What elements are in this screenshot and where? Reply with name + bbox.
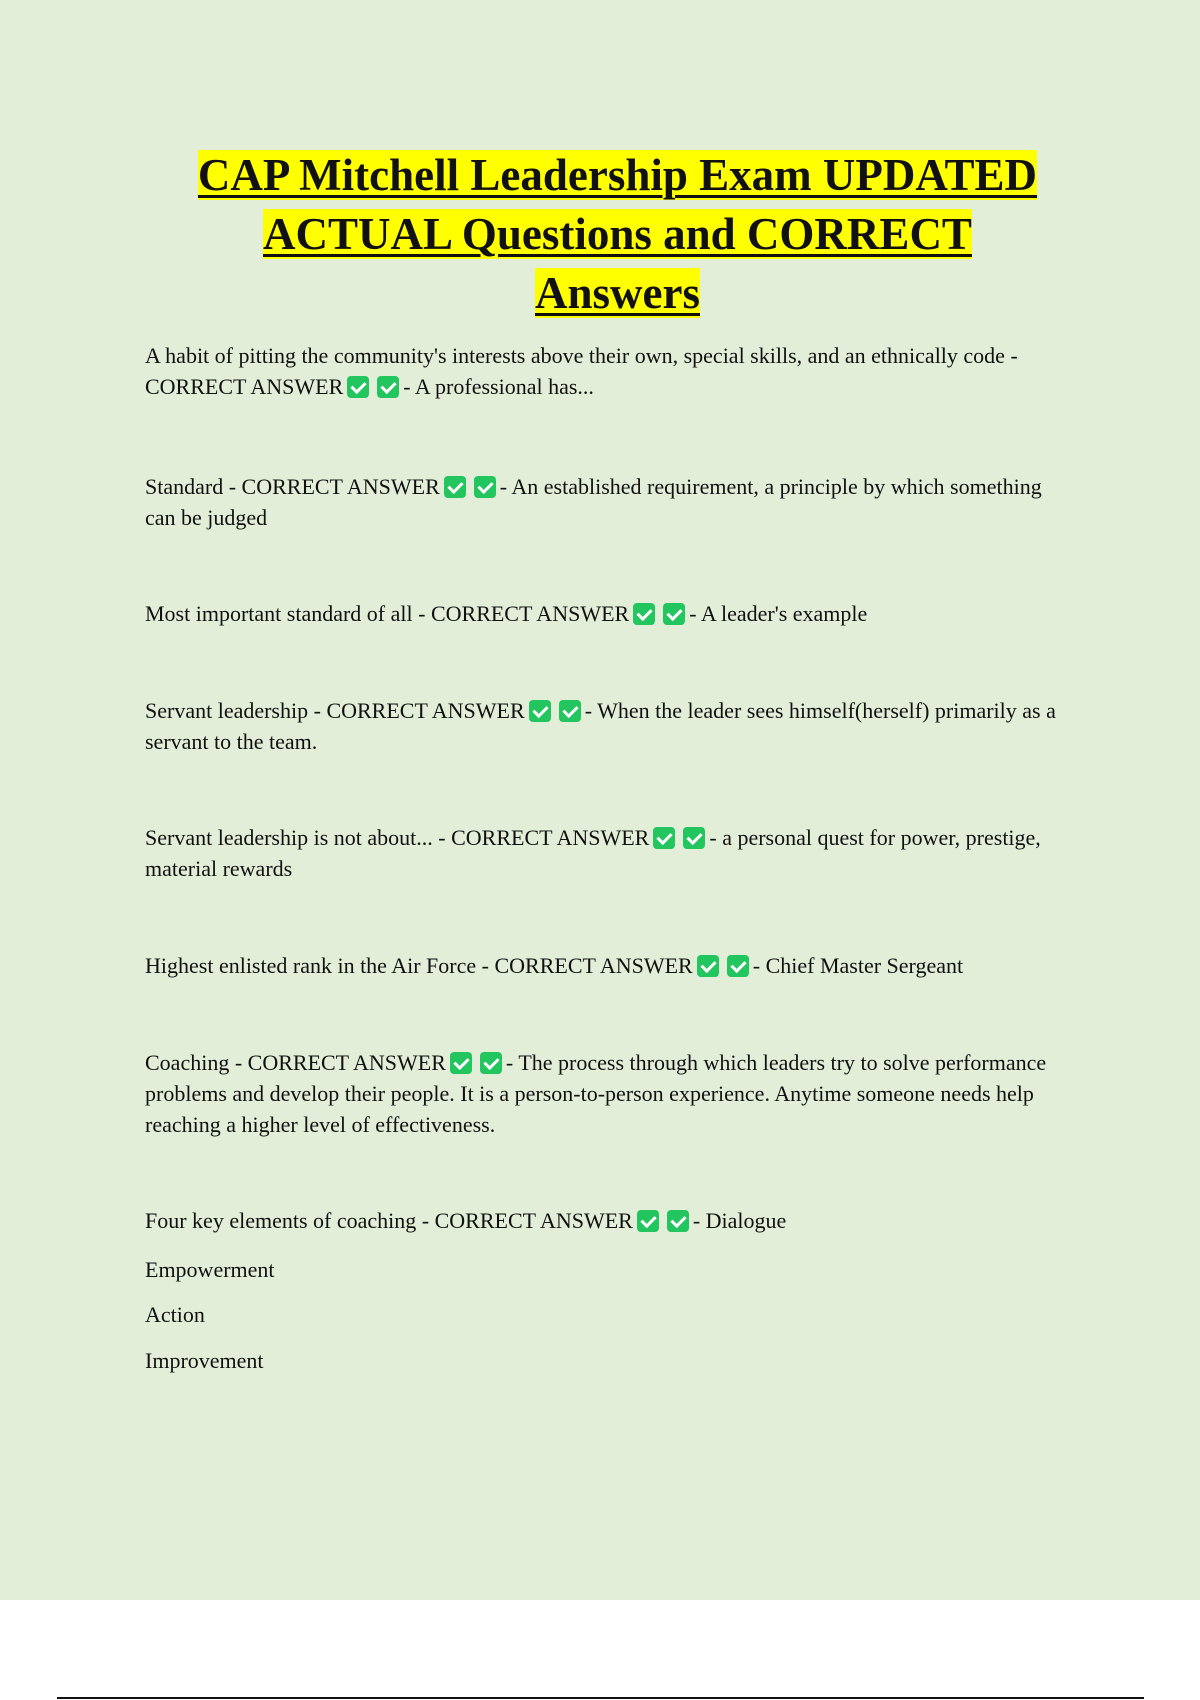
question-text: Servant leadership [145, 698, 309, 723]
check-mark-icon [667, 1210, 689, 1232]
check-mark-icon [653, 827, 675, 849]
correct-answer-label: CORRECT ANSWER [494, 953, 693, 978]
correct-answer-label: CORRECT ANSWER [145, 374, 344, 399]
correct-answer-label: CORRECT ANSWER [247, 1050, 446, 1075]
list-item: Action [145, 1302, 205, 1327]
check-mark-icon [474, 476, 496, 498]
answer-text: When the leader sees himself(herself) primarily as a servant to the team. [145, 698, 1056, 754]
qa-item: Servant leadership is not about... - CORRECT ANSWER - a personal quest for power, prestige, material rewards [145, 825, 1041, 881]
question-text: Most important standard of all [145, 601, 413, 626]
check-mark-icon [347, 376, 369, 398]
footer-divider [57, 1697, 1144, 1699]
correct-answer-label: CORRECT ANSWER [451, 825, 650, 850]
check-mark-icon [480, 1052, 502, 1074]
answer-text: A leader's example [700, 601, 868, 626]
qa-item: Four key elements of coaching - CORRECT ANSWER - Dialogue [145, 1208, 787, 1233]
list-item: Improvement [145, 1348, 264, 1373]
qa-item: Standard - CORRECT ANSWER - An established requirement, a principle by which something can be judged [145, 474, 1042, 530]
correct-answer-label: CORRECT ANSWER [434, 1208, 633, 1233]
title-line-3: Answers [535, 268, 700, 318]
check-mark-icon [663, 603, 685, 625]
answer-text: Dialogue [705, 1208, 787, 1233]
question-text: Highest enlisted rank in the Air Force [145, 953, 477, 978]
title-line-2: ACTUAL Questions and CORRECT [263, 209, 972, 259]
check-mark-icon [697, 955, 719, 977]
check-mark-icon [529, 700, 551, 722]
check-mark-icon [559, 700, 581, 722]
title-line-1: CAP Mitchell Leadership Exam UPDATED [197, 150, 1038, 200]
correct-answer-label: CORRECT ANSWER [430, 601, 630, 626]
question-text: Four key elements of coaching [145, 1208, 417, 1233]
document-title [100, 146, 1135, 323]
correct-answer-label: CORRECT ANSWER [326, 698, 525, 723]
qa-item: Highest enlisted rank in the Air Force - CORRECT ANSWER - Chief Master Sergeant [145, 953, 964, 978]
qa-item: A habit of pitting the community's interests above their own, special skills, and an ethnically code - CORRECT ANSWER - A professional has... [145, 343, 1018, 399]
correct-answer-label: CORRECT ANSWER [241, 474, 440, 499]
question-text: Coaching [145, 1050, 230, 1075]
answer-text: A professional has... [414, 374, 594, 399]
check-mark-icon [377, 376, 399, 398]
check-mark-icon [727, 955, 749, 977]
question-text: A habit of pitting the community's interests above their own, special skills, and an ethnically code [145, 343, 1005, 368]
answer-text: Chief Master Sergeant [765, 953, 964, 978]
check-mark-icon [444, 476, 466, 498]
question-text: Servant leadership is not about... [145, 825, 433, 850]
check-mark-icon [450, 1052, 472, 1074]
question-text: Standard [145, 474, 224, 499]
qa-item: Most important standard of all - CORRECT ANSWER - A leader's example [145, 601, 868, 626]
answer-text: a personal quest for power, prestige, material rewards [145, 825, 1041, 881]
check-mark-icon [683, 827, 705, 849]
check-mark-icon [637, 1210, 659, 1232]
qa-item: Servant leadership - CORRECT ANSWER - When the leader sees himself(herself) primarily as a servant to the team. [145, 698, 1056, 754]
list-item: Empowerment [145, 1257, 275, 1282]
answer-text: The process through which leaders try to solve performance problems and develop their people. It is a person-to-person experience. Anytime someone needs help reaching a higher level of effectiveness. [145, 1050, 1047, 1137]
check-mark-icon [633, 603, 655, 625]
answer-text: An established requirement, a principle by which something can be judged [145, 474, 1042, 530]
qa-item: Coaching - CORRECT ANSWER - The process through which leaders try to solve performance problems and develop their people. It is a person-to-person experience. Anytime someone needs help reaching a higher level of effectiveness. [145, 1050, 1047, 1137]
